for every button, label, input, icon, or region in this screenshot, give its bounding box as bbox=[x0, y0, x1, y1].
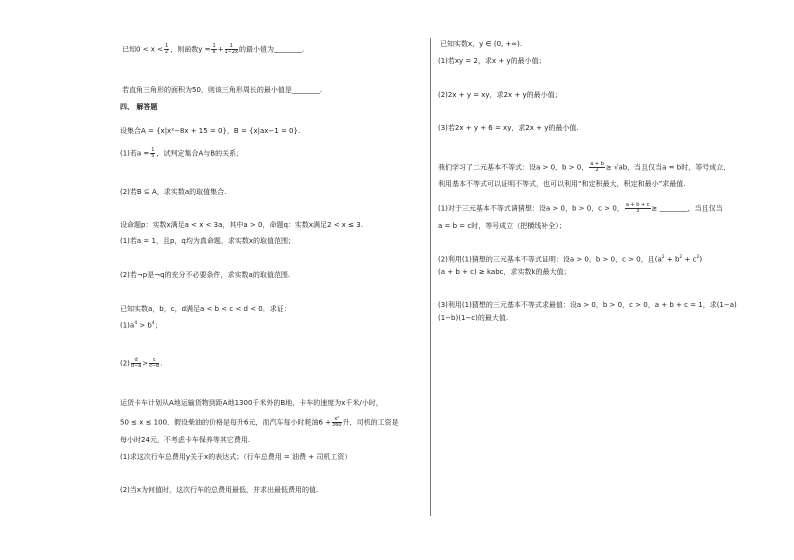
exponent: 2 bbox=[679, 255, 683, 260]
text: ； bbox=[154, 321, 162, 330]
exponent: 4 bbox=[134, 321, 138, 326]
question-set-part2: (2)若B ⊆ A，求实数a的取值集合. bbox=[120, 188, 227, 196]
text: 我们学习了二元基本不等式：设a > 0，b > 0， bbox=[438, 163, 589, 172]
text: 50 ≤ x ≤ 100．假设柴油的价格是每升6元，而汽车每小时耗油6 + bbox=[120, 418, 332, 427]
exponent: 4 bbox=[151, 321, 155, 326]
question-xy: 已知实数x，y ∈ (0, +∞). bbox=[440, 40, 523, 48]
fraction bbox=[149, 358, 159, 369]
question-truck-part2: (2)当x为何值时，这次行车的总费用最低，并求出最低费用的值. bbox=[120, 486, 319, 494]
denominator: 2 bbox=[595, 167, 599, 173]
text: 的最小值为________. bbox=[239, 45, 305, 54]
fraction bbox=[150, 148, 155, 159]
text: (1)对于三元基本不等式请猜想：设a > 0，b > 0，c > 0， bbox=[438, 204, 624, 213]
text: 已知0 < x < bbox=[122, 45, 164, 54]
text: > b bbox=[137, 321, 152, 330]
text: + bbox=[217, 45, 224, 54]
column-divider bbox=[430, 38, 431, 516]
fraction bbox=[164, 44, 169, 55]
question-inequality: 已知实数a，b，c，d满足a < b < c < d < 0．求证： bbox=[120, 305, 291, 313]
exponent: 2 bbox=[661, 255, 665, 260]
text: ，则函数y = bbox=[170, 45, 211, 54]
denominator: c−b bbox=[149, 363, 160, 369]
fraction bbox=[225, 44, 239, 55]
numerator: 1 bbox=[151, 147, 155, 153]
fraction bbox=[131, 358, 141, 369]
text: ，试判定集合A与B的关系； bbox=[156, 149, 244, 158]
question-proposition-part1: (1)若a = 1，且p，q均为真命题，求实数x的取值范围； bbox=[120, 237, 296, 245]
question-triangle: 若直角三角形的面积为50，则该三角形周长的最小值是________. bbox=[122, 86, 323, 94]
question-set: 设集合A = {x|x²−8x + 15 = 0}，B = {x|ax−1 = 0}. bbox=[120, 127, 301, 135]
text: 升，司机的工资是 bbox=[342, 418, 399, 427]
question-inequality-part2 bbox=[120, 358, 163, 369]
denominator: 360 bbox=[332, 422, 342, 428]
question-xy-part3: (3)若2x + y + 6 = xy，求2x + y的最小值. bbox=[438, 124, 579, 132]
text: ) bbox=[699, 255, 703, 264]
text: ≥ ________，当且仅当 bbox=[651, 204, 723, 213]
question-mean-part2 bbox=[438, 255, 702, 264]
text: (1)a bbox=[120, 321, 135, 330]
question-proposition: 设命题p：实数x满足a < x < 3a，其中a > 0，命题q：实数x满足2 < x ≤ 3. bbox=[120, 221, 363, 229]
numerator: c bbox=[149, 358, 159, 364]
question-truck-line3: 每小时24元，不考虑卡车保养等其它费用. bbox=[120, 436, 251, 444]
fraction bbox=[332, 417, 342, 428]
question-xy-part1: (1)若xy = 2，求x + y的最小值； bbox=[438, 57, 546, 65]
numerator: a + b + c bbox=[625, 202, 650, 208]
fraction bbox=[625, 203, 651, 214]
text: ≥ √ab，当且仅当a = b时，等号成立， bbox=[605, 163, 731, 172]
numerator: x² bbox=[332, 417, 342, 423]
denominator: 2 bbox=[165, 49, 169, 55]
question-inequality-part1 bbox=[120, 321, 162, 330]
fraction bbox=[211, 44, 216, 55]
question-truck-line2 bbox=[120, 417, 399, 428]
text: + c bbox=[682, 255, 697, 264]
text: (2)利用(1)猜想的三元基本不等式证明：设a > 0，b > 0，c > 0，且(a bbox=[438, 255, 662, 264]
denominator: x bbox=[212, 49, 216, 55]
text: (1)若a = bbox=[120, 149, 150, 158]
fraction bbox=[589, 162, 605, 173]
text: (2) bbox=[120, 359, 130, 368]
question-mean-line2: 利用基本不等式可以证明不等式，也可以利用“和定积最大，积定和最小”求最值. bbox=[438, 180, 686, 188]
text: > bbox=[142, 359, 149, 368]
numerator: d bbox=[131, 358, 141, 364]
numerator: 1 bbox=[225, 44, 239, 50]
question-truck-part1: (1)求这次行车总费用y关于x的表达式；（行车总费用 = 油费 + 司机工资） bbox=[120, 453, 352, 461]
question-mean-part1-line2: a = b = c时，等号成立（把横线补全）； bbox=[438, 222, 566, 230]
question-truck-line1: 运货卡车计划从A地运输货物到距A地1300千米外的B地，卡车的速度为x千米/小时， bbox=[120, 399, 383, 407]
numerator: a + b bbox=[590, 161, 604, 167]
question-xy-part2: (2)2x + y = xy，求2x + y的最小值； bbox=[438, 91, 562, 99]
numerator: 1 bbox=[165, 43, 169, 49]
text: + b bbox=[664, 255, 680, 264]
denominator: d−a bbox=[130, 363, 142, 369]
denominator: 5 bbox=[151, 153, 155, 159]
question-mean-part2-line2: (a + b + c) ≥ kabc，求实数k的最大值； bbox=[438, 268, 571, 276]
question-mean-part3: (3)利用(1)猜想的三元基本不等式求最值：设a > 0，b > 0，c > 0，a + b + c = 1，求(1−a) bbox=[438, 301, 737, 309]
section-heading: 四、 解答题 bbox=[120, 103, 158, 111]
question-set-part1 bbox=[120, 148, 243, 159]
exponent: 2 bbox=[696, 255, 700, 260]
denominator: 3 bbox=[636, 208, 640, 214]
numerator: 1 bbox=[212, 43, 216, 49]
text: . bbox=[160, 359, 163, 368]
question-mean-part3-line2: (1−b)(1−c)的最大值. bbox=[438, 314, 509, 322]
question-proposition-part2: (2)若¬p是¬q的充分不必要条件，求实数a的取值范围. bbox=[120, 271, 291, 279]
question-min-value bbox=[122, 44, 304, 55]
question-mean-line1 bbox=[438, 162, 730, 173]
denominator: 1−2x bbox=[224, 49, 239, 55]
question-mean-part1 bbox=[438, 203, 723, 214]
